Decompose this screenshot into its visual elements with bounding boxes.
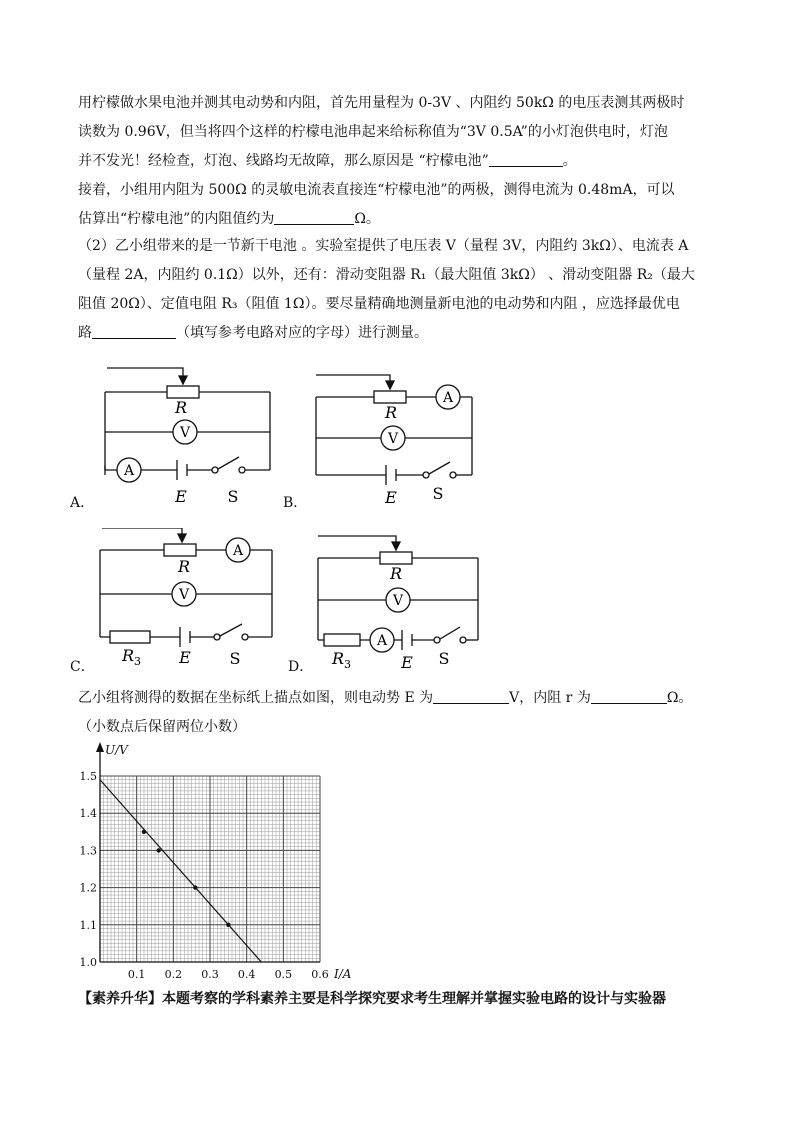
- fixed-resistor-label: $R_3$: [332, 649, 352, 671]
- rheostat-label: R: [174, 398, 188, 417]
- answer-blank-circuit-choice[interactable]: [92, 322, 176, 339]
- p2-line-2: （量程 2A，内阻约 0.1Ω）以外，还有：滑动变阻器 R₁（最大阻值 3kΩ） 、滑动变阻器 R₂（最大: [78, 267, 695, 283]
- answer-blank-emf[interactable]: [433, 687, 509, 704]
- x-tick-label: 0.2: [164, 968, 183, 980]
- circuit-diagram-a: [95, 362, 285, 512]
- ammeter-label: A: [376, 633, 388, 649]
- switch-label: S: [229, 649, 241, 668]
- y-axis-title: U/V: [105, 743, 128, 757]
- question-note: （小数点后保留两位小数）: [78, 719, 246, 735]
- problem-paragraph-2: [78, 232, 738, 348]
- p1-line-3: 并不发光！经检查，灯泡、线路均无故障，那么原因是 “柠檬电池” 。: [78, 147, 738, 176]
- x-tick-label: 0.5: [274, 968, 293, 980]
- question-emf-internal-resistance: [78, 684, 758, 742]
- battery-label: E: [175, 487, 187, 506]
- ammeter-label: A: [123, 463, 135, 479]
- voltmeter-label: V: [178, 587, 190, 603]
- data-point: [142, 830, 146, 834]
- y-axis-arrow: [96, 742, 104, 752]
- x-axis-title: I/A: [334, 967, 352, 980]
- problem-paragraph-1: [78, 89, 738, 234]
- answer-blank-internal-resistance[interactable]: [274, 208, 354, 225]
- voltmeter-label: V: [387, 431, 399, 447]
- y-tick-label: 1.2: [79, 881, 97, 895]
- circuit-diagram-d: [310, 533, 490, 673]
- switch-label: S: [438, 649, 450, 668]
- x-tick-label: 0.1: [127, 968, 146, 980]
- p2-line-1: （2）乙小组带来的是一节新干电池 。实验室提供了电压表 V（量程 3V，内阻约 3kΩ）、电流表 A: [78, 238, 689, 254]
- option-d-label[interactable]: D．: [288, 659, 314, 675]
- p1-line-1: 用柠檬做水果电池并测其电动势和内阻，首先用量程为 0-3V 、内阻约 50kΩ 的电压表测其两极时: [78, 95, 685, 111]
- data-point: [226, 923, 230, 927]
- x-tick-label: 0.3: [201, 968, 219, 980]
- answer-blank-r[interactable]: [591, 687, 667, 704]
- p1-line-4: 接着，小组用内阻为 500Ω 的灵敏电流表直接连“柠檬电池”的两极，测得电流为 0.48mA，可以: [78, 182, 675, 198]
- axes: [96, 742, 320, 962]
- ammeter-label: A: [442, 390, 454, 406]
- answer-blank-reason[interactable]: [489, 150, 563, 167]
- rheostat-label: R: [177, 557, 191, 576]
- voltmeter-label: V: [179, 425, 191, 441]
- rheostat-label: R: [384, 403, 398, 422]
- u-i-graph: [76, 738, 366, 980]
- battery-label: E: [401, 653, 413, 672]
- p1-line-2: 读数为 0.96V，但当将四个这样的柠檬电池串起来给标称值为“3V 0.5A”的小灯泡供电时，灯泡: [78, 124, 668, 140]
- option-a-label[interactable]: A．: [70, 495, 95, 511]
- x-tick-label: 0.6: [311, 968, 329, 980]
- option-c-label[interactable]: C．: [70, 659, 95, 675]
- switch-label: S: [432, 484, 444, 503]
- summary-line: 【素养升华】本题考察的学科素养主要是科学探究要求考生理解并掌握实验电路的设计与实验器: [78, 991, 666, 1007]
- ammeter-label: A: [232, 543, 244, 559]
- p2-line-3: 阻值 20Ω）、定值电阻 R₃（阻值 1Ω）。要尽量精确地测量新电池的电动势和内阻 ，应选择最优电: [78, 296, 680, 312]
- circuit-diagram-c: [92, 528, 292, 673]
- y-tick-label: 1.0: [79, 956, 97, 969]
- circuit-diagram-b: [306, 370, 496, 510]
- y-tick-label: 1.4: [79, 807, 97, 821]
- p1-line-5: 估算出“柠檬电池”的内阻值约为 Ω。: [78, 205, 738, 234]
- battery-label: E: [385, 488, 397, 507]
- x-tick-label: 0.4: [237, 968, 256, 980]
- data-point: [193, 885, 197, 889]
- switch-label: S: [227, 487, 239, 506]
- question-line: 乙小组将测得的数据在坐标纸上描点如图，则电动势 E 为 V，内阻 r 为 Ω。: [78, 684, 758, 713]
- option-b-label[interactable]: B．: [283, 495, 308, 511]
- rheostat-label: R: [389, 564, 403, 583]
- p2-line-4: 路 （填写参考电路对应的字母）进行测量。: [78, 319, 738, 348]
- y-tick-label: 1.1: [79, 918, 97, 932]
- y-tick-label: 1.3: [79, 844, 97, 858]
- voltmeter-label: V: [392, 593, 404, 609]
- y-tick-label: 1.5: [79, 770, 97, 783]
- fixed-resistor-label: $R_3$: [122, 646, 142, 668]
- data-point: [156, 848, 160, 852]
- battery-label: E: [179, 648, 191, 667]
